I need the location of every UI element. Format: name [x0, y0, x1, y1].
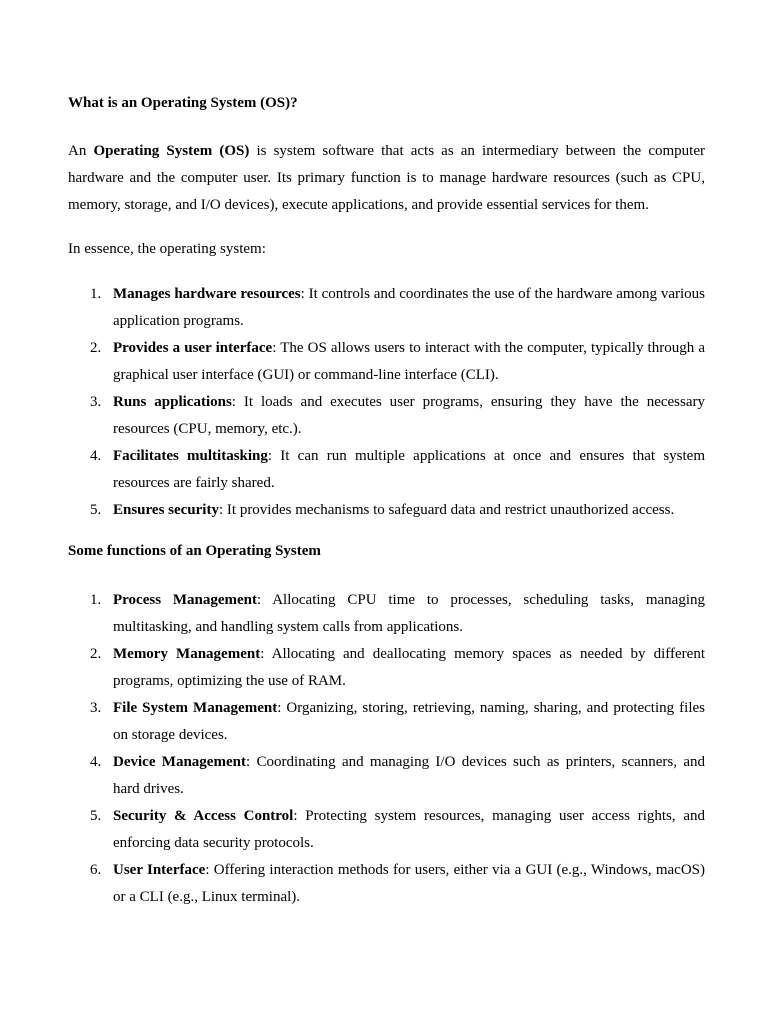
list-item-number: 5. — [90, 808, 102, 824]
intro-rest: is system software that acts as an intermediary between the computer hardware and the computer user. Its primary function is to manage hardware resources (such as CPU, memory, storage, and I/O devices), execute applications, and provide essential services for them. — [68, 143, 705, 213]
list-item-desc: : The OS allows users to interact with the computer, typically through a graphical user interface (GUI) or command-line interface (CLI). — [113, 340, 705, 383]
list-item — [68, 749, 705, 803]
list-item-term: Device Management — [113, 754, 246, 770]
list-item-desc: : It loads and executes user programs, ensuring they have the necessary resources (CPU, memory, etc.). — [113, 394, 705, 437]
list-item-term: Facilitates multitasking — [113, 448, 268, 464]
list-item-term: User Interface — [113, 862, 206, 878]
list-item-number: 2. — [90, 340, 102, 356]
list-item — [68, 497, 705, 524]
os-roles-list — [68, 281, 705, 524]
lead-sentence: In essence, the operating system: — [68, 241, 266, 257]
list-item-desc: : Offering interaction methods for users, either via a GUI (e.g., Windows, macOS) or a CLI (e.g., Linux terminal). — [113, 862, 706, 905]
list-item-term: Manages hardware resources — [113, 286, 301, 302]
os-functions-list — [68, 587, 705, 911]
list-item — [68, 281, 705, 335]
list-item-term: Process Management — [113, 592, 258, 608]
list-item-term: Provides a user interface — [113, 340, 273, 356]
list-item — [68, 443, 705, 497]
list-item-number: 1. — [90, 286, 102, 302]
list-item-number: 4. — [90, 754, 102, 770]
document-page — [68, 94, 705, 911]
list-item-number: 2. — [90, 646, 102, 662]
list-item-term: Memory Management — [113, 646, 261, 662]
list-item-number: 5. — [90, 502, 102, 518]
list-item-term: Runs applications — [113, 394, 232, 410]
list-item — [68, 695, 705, 749]
list-item — [68, 641, 705, 695]
list-item — [68, 587, 705, 641]
intro-bold-term: Operating System (OS) — [93, 143, 250, 159]
section2-heading: Some functions of an Operating System — [68, 543, 321, 559]
list-item-number: 3. — [90, 394, 102, 410]
list-item — [68, 335, 705, 389]
list-item — [68, 857, 705, 911]
list-item-desc: : Organizing, storing, retrieving, naming, sharing, and protecting files on storage devices. — [113, 700, 705, 743]
list-item-desc: : It can run multiple applications at once and ensures that system resources are fairly shared. — [113, 448, 705, 491]
list-item — [68, 389, 705, 443]
list-item-number: 4. — [90, 448, 102, 464]
list-item — [68, 803, 705, 857]
intro-prefix: An — [68, 143, 94, 159]
list-item-number: 3. — [90, 700, 102, 716]
list-item-number: 1. — [90, 592, 102, 608]
list-item-number: 6. — [90, 862, 102, 878]
section1-heading: What is an Operating System (OS)? — [68, 95, 298, 111]
list-item-desc: : It controls and coordinates the use of the hardware among various application programs. — [113, 286, 706, 329]
list-item-desc: : It provides mechanisms to safeguard data and restrict unauthorized access. — [218, 502, 675, 518]
list-item-desc: : Allocating CPU time to processes, scheduling tasks, managing multitasking, and handling system calls from applications. — [113, 592, 705, 635]
list-item-desc: : Protecting system resources, managing user access rights, and enforcing data security protocols. — [113, 808, 705, 851]
list-item-term: File System Management — [113, 700, 278, 716]
list-item-term: Ensures security — [113, 502, 219, 518]
list-item-term: Security & Access Control — [113, 808, 294, 824]
list-item-desc: : Allocating and deallocating memory spaces as needed by different programs, optimizing the use of RAM. — [113, 646, 705, 689]
intro-paragraph — [68, 138, 705, 219]
list-item-desc: : Coordinating and managing I/O devices such as printers, scanners, and hard drives. — [113, 754, 705, 797]
